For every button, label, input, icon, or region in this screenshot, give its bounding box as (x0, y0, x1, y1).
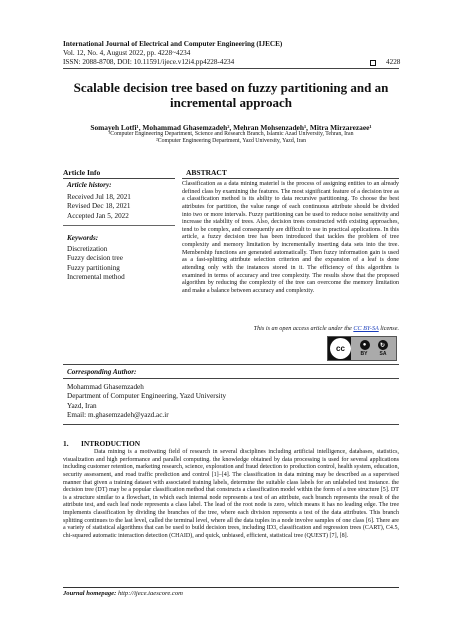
article-info-heading: Article Info (63, 168, 101, 177)
keywords-title: Keywords: (67, 234, 99, 242)
cc-logo-icon: cc (330, 338, 351, 359)
page-number-block (370, 58, 400, 67)
keywords-divider (63, 225, 175, 226)
square-bullet-icon (370, 60, 376, 66)
history-title: Article history: (67, 181, 112, 189)
history-revised: Revised Dec 18, 2021 (67, 202, 131, 211)
affiliation-2: ²Computer Engineering Department, Yazd University, Yazd, Iran (156, 138, 306, 144)
attribution-person-icon: ● (360, 340, 370, 350)
cc-terms (351, 337, 396, 360)
cc-by-label: BY (360, 351, 368, 357)
abstract-bottom-divider (63, 364, 399, 365)
paper-title: Scalable decision tree based on fuzzy partitioning and an incremental approach (73, 80, 389, 110)
share-alike-icon: ↻ (378, 340, 388, 350)
corresponding-location: Yazd, Iran (67, 401, 97, 410)
cc-sa-label: SA (379, 351, 387, 357)
section-heading (63, 439, 140, 448)
author-list: Somayeh Lotfi¹, Mohammad Ghasemzadeh², Mehran Mohsenzadeh¹, Mitra Mirzarezaee¹ (90, 123, 372, 132)
keyword: Fuzzy decision tree (67, 254, 123, 263)
corresponding-name: Mohammad Ghasemzadeh (67, 383, 144, 391)
header-divider (63, 68, 399, 69)
journal-name: International Journal of Electrical and Computer Engineering (IJECE) (63, 40, 283, 48)
corresponding-bottom-divider (63, 424, 399, 425)
journal-homepage-link[interactable]: http://ijece.iaescore.com (117, 590, 183, 597)
section-title: INTRODUCTION (81, 439, 141, 448)
license-line (182, 325, 399, 333)
abstract-text: Classification as a data mining materiel is the process of assigning entities to an already defined class by examining the features. The most significant feature of a decision tree as a classification method is its ability to data recursive partitioning. To choose the best attributes for partition, the value range of each continuous attribute should be divided into two or more intervals. Fuzzy partitioning can be used to reduce noise sensitivity and increase the stability of trees. Also, decision trees constructed with existing approaches, tend to be complex, and consequently are difficult to use in practical applications. In this article, a fuzzy decision tree has been introduced that tackles the problem of tree complexity and memory limitation by incrementally inserting data sets into the tree. Membership functions are generated automatically. Then fuzzy information gain is used as a fast-splitting attribute selection criterion and the expansion of a leaf is done attending only with the instances stored in it. The efficiency of this algorithm is examined in terms of accuracy and tree complexity. The results show that the proposed algorithm by reducing the complexity of the tree can overcome the memory limitation and make a balance between accuracy and complexity. (182, 181, 399, 294)
license-suffix: license. (378, 325, 399, 332)
corresponding-divider (63, 378, 399, 379)
article-info-divider (63, 178, 175, 179)
cc-license-badge[interactable] (327, 336, 397, 361)
volume-info: Vol. 12, No. 4, August 2022, pp. 4228~4234 (63, 49, 191, 57)
corresponding-author-title: Corresponding Author: (67, 368, 137, 376)
corresponding-department: Department of Computer Engineering, Yazd University (67, 392, 227, 401)
cc-by-sa-link[interactable]: CC BY-SA (353, 325, 379, 332)
affiliation-1: ¹Computer Engineering Department, Science and Research Branch, Islamic Azad University, Tehran, Iran (108, 131, 354, 137)
footer-divider (63, 587, 399, 588)
corresponding-email[interactable]: Email: m.ghasemzadeh@yazd.ac.ir (67, 410, 169, 419)
abstract-divider (182, 178, 399, 179)
keywords-list (67, 245, 125, 282)
journal-homepage-footer (63, 590, 183, 598)
section-number: 1. (63, 439, 69, 448)
issn-doi: ISSN: 2088-8708, DOI: 10.11591/ijece.v12i4.pp4228-4234 (63, 58, 235, 66)
keyword: Fuzzy partitioning (67, 263, 120, 272)
keyword: Incremental method (67, 272, 125, 281)
history-accepted: Accepted Jan 5, 2022 (67, 211, 129, 220)
page-number: 4228 (386, 58, 401, 66)
keyword: Discretization (67, 245, 108, 253)
history-list (67, 193, 131, 221)
affiliations (63, 131, 399, 145)
history-received: Received Jul 18, 2021 (67, 193, 131, 201)
license-prefix: This is an open access article under the (253, 325, 354, 332)
abstract-heading: ABSTRACT (186, 168, 227, 177)
corresponding-author-details (67, 383, 226, 420)
footer-separator: : (114, 590, 118, 597)
footer-label: Journal homepage (63, 590, 115, 597)
introduction-text: Data mining is a motivating field of research in several disciplines including artificial intelligence, databases, statistics, visualization and high performance and parallel computing. the knowledge obtained by data processing is used for several applications including customer retention, marketing research, science, exploration and fraud detection to production control, health system, education, security assessment, and road traffic prediction and control [1]–[4]. The classification in data mining may be described as a supervised manner that given a training dataset with associated training labels, determine the suitable class labels for an unlabeled test instance. the decision tree (DT) may be a popular classification method that constructs a classification model within the form of a tree structure [5]. DT is a structure similar to a flowchart, in which each internal node represents a test of an attribute, each branch represents the result of the attribute test, and each leaf node represents a class label. The lead of the root node is zero, which means it has no leading edge. The tree implements classification by dividing the branches of the tree, where each division represents a test of the data attributes. This branch splitting continues to the last level, called the terminal level, where all the data tuples in a node involve samples of one class [6]. There are a variety of statistical algorithms that can be used to build decision trees, including ID3, classification and regression trees (CART), C4.5, chi-squared automatic interaction detection (CHAID), and quick, unbiased, efficient, statistical tree (QUEST) [7], [8]. (63, 449, 399, 539)
